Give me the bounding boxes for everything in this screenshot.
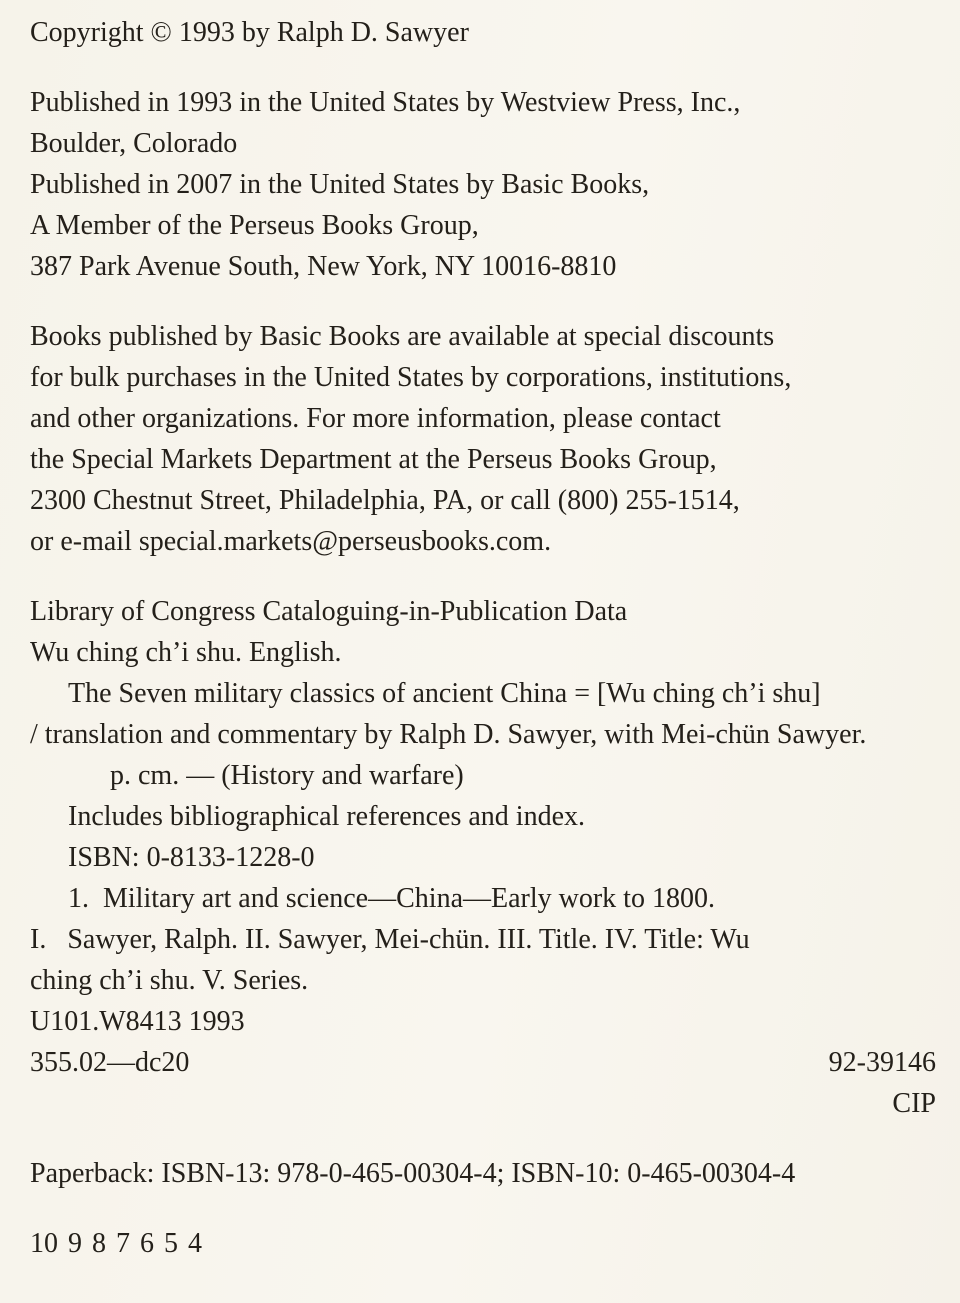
cip-dewey-number: 355.02—dc20 <box>30 1047 190 1078</box>
cataloguing-in-publication-block <box>30 591 936 1124</box>
cip-data-line: p. cm. — (History and warfare) <box>110 760 464 791</box>
cip-label: CIP <box>892 1088 936 1119</box>
cip-dewey-row <box>30 1042 936 1083</box>
discount-info-line: for bulk purchases in the United States by corporations, institutions, <box>30 362 792 393</box>
discount-info-line: the Special Markets Department at the Perseus Books Group, <box>30 444 717 475</box>
discount-info-line: Books published by Basic Books are available at special discounts <box>30 321 775 352</box>
publisher-block <box>30 82 936 287</box>
special-discounts-block <box>30 316 936 562</box>
discount-email-line: or e-mail special.markets@perseusbooks.com. <box>30 526 552 557</box>
publisher-info-line: Published in 1993 in the United States by Westview Press, Inc., <box>30 87 741 118</box>
cip-isbn-line: ISBN: 0-8133-1228-0 <box>68 842 315 873</box>
cip-data-line: The Seven military classics of ancient China = [Wu ching ch’i shu] <box>68 678 821 709</box>
copyright-notice: Copyright © 1993 by Ralph D. Sawyer <box>30 17 469 48</box>
publisher-info-line: A Member of the Perseus Books Group, <box>30 210 479 241</box>
publisher-address-line: 387 Park Avenue South, New York, NY 10016-8810 <box>30 251 617 282</box>
publisher-info-line: Published in 2007 in the United States by Basic Books, <box>30 169 650 200</box>
paperback-isbn-line: Paperback: ISBN-13: 978-0-465-00304-4; ISBN-10: 0-465-00304-4 <box>30 1158 796 1189</box>
publisher-info-line: Boulder, Colorado <box>30 128 238 159</box>
discount-info-line: and other organizations. For more information, please contact <box>30 403 721 434</box>
cip-entry-line: I. Sawyer, Ralph. II. Sawyer, Mei-chün. III. Title. IV. Title: Wu <box>30 924 750 955</box>
cip-call-number-line: U101.W8413 1993 <box>30 1006 245 1037</box>
cip-data-line: / translation and commentary by Ralph D. Sawyer, with Mei-chün Sawyer. <box>30 719 867 750</box>
discount-info-line: 2300 Chestnut Street, Philadelphia, PA, or call (800) 255-1514, <box>30 485 740 516</box>
cip-entry-line: ching ch’i shu. V. Series. <box>30 965 309 996</box>
cip-data-line: Wu ching ch’i shu. English. <box>30 637 342 668</box>
cip-lc-number: 92-39146 <box>828 1047 936 1078</box>
printing-numbers-line: 10 9 8 7 6 5 4 <box>30 1228 202 1259</box>
cip-heading-line: Library of Congress Cataloguing-in-Publication Data <box>30 596 628 627</box>
cip-data-line: Includes bibliographical references and index. <box>68 801 586 832</box>
cip-subject-line: 1. Military art and science—China—Early work to 1800. <box>68 883 715 914</box>
